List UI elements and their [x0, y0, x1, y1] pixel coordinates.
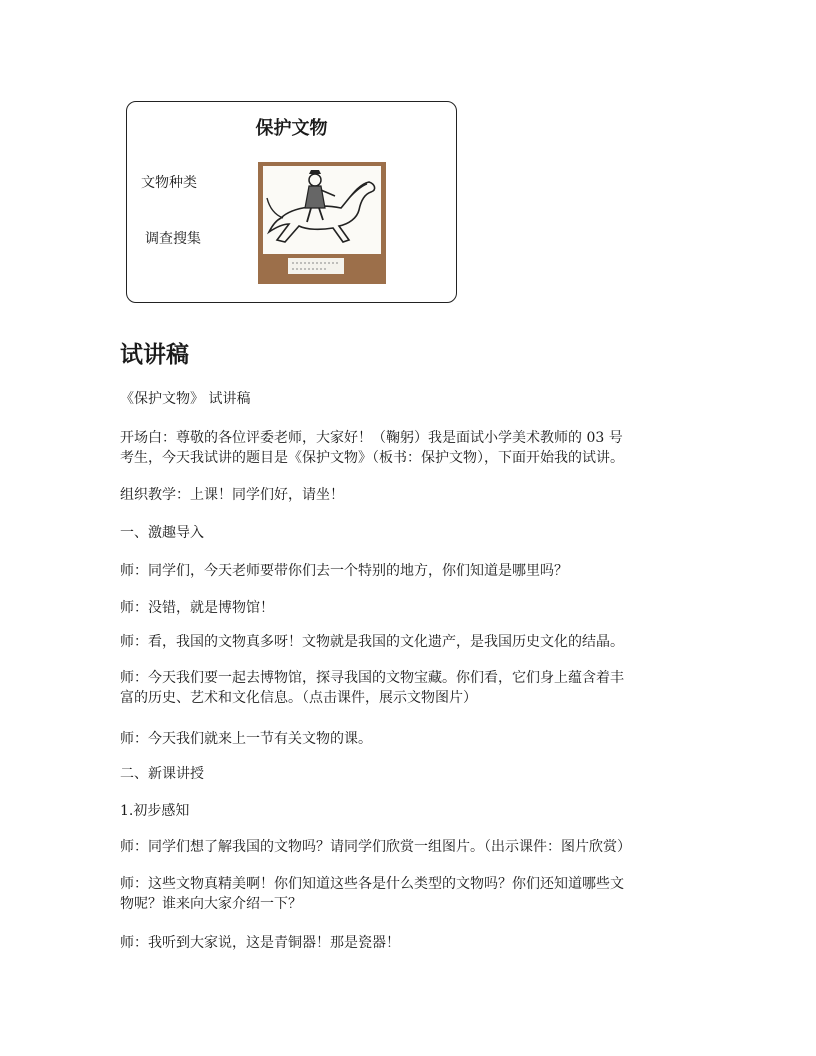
paragraph-title: 《保护文物》 试讲稿: [120, 391, 251, 407]
paragraph-teacher-6: 师：同学们想了解我国的文物吗？请同学们欣赏一组图片。（出示课件：图片欣赏）: [120, 839, 631, 855]
subsection-heading-perception: 1.初步感知: [120, 803, 190, 819]
paragraph-teacher-2: 师：没错，就是博物馆！: [120, 600, 274, 616]
board-title: 保护文物: [255, 118, 328, 139]
paragraph-teacher-4: 师：今天我们要一起去博物馆，探寻我国的文物宝藏。你们看，它们身上蕴含着丰 富的历史、艺术和文化信息。（点击课件，展示文物图片）: [120, 670, 624, 706]
paragraph-teacher-5: 师：今天我们就来上一节有关文物的课。: [120, 731, 372, 747]
paragraph-teacher-8: 师：我听到大家说，这是青铜器！那是瓷器！: [120, 935, 400, 951]
paragraph-teacher-3: 师：看，我国的文物真多呀！文物就是我国的文化遗产，是我国历史文化的结晶。: [120, 634, 624, 650]
paragraph-opening: 开场白：尊敬的各位评委老师，大家好！（鞠躬）我是面试小学美术教师的 03 号 考生，今天我试讲的题目是《保护文物》（板书：保护文物），下面开始我的试讲。: [120, 430, 624, 466]
page-title: 试讲稿: [120, 342, 189, 368]
paragraph-organize: 组织教学：上课！同学们好，请坐！: [120, 487, 344, 503]
section-heading-intro: 一、激趣导入: [120, 525, 204, 541]
blackboard-design: [126, 101, 457, 303]
board-item-types: 文物种类: [141, 175, 197, 191]
horse-rider-illustration-icon: [258, 162, 386, 284]
paragraph-teacher-1: 师：同学们，今天老师要带你们去一个特别的地方，你们知道是哪里吗？: [120, 563, 568, 579]
section-heading-new-lesson: 二、新课讲授: [120, 766, 204, 782]
paragraph-teacher-7: 师：这些文物真精美啊！你们知道这些各是什么类型的文物吗？你们还知道哪些文 物呢？谁来向大家介绍一下？: [120, 876, 624, 912]
board-item-survey: 调查搜集: [145, 231, 201, 247]
